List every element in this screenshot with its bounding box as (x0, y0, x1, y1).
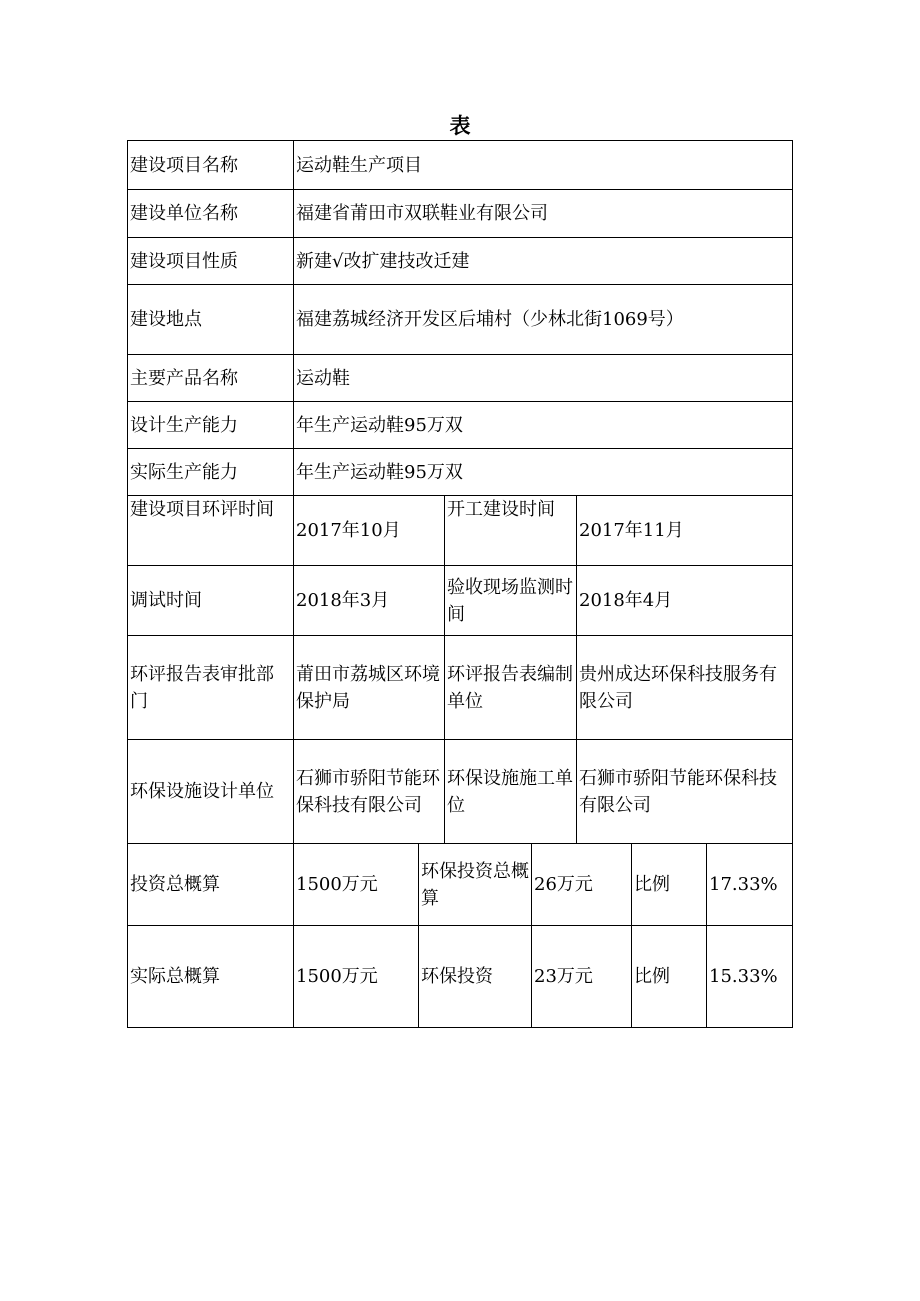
value-start-time: 2017年11月 (577, 496, 792, 566)
label-actual-ratio: 比例 (632, 926, 707, 1027)
value-budget: 1500万元 (294, 844, 419, 926)
value-monitor-time: 2018年4月 (577, 566, 792, 636)
label-actual-capacity: 实际生产能力 (128, 449, 294, 496)
value-project-name: 运动鞋生产项目 (294, 141, 792, 190)
label-facility-construction: 环保设施施工单位 (445, 740, 577, 844)
label-start-time: 开工建设时间 (445, 496, 577, 566)
label-facility-design: 环保设施设计单位 (128, 740, 294, 844)
value-actual-capacity: 年生产运动鞋95万双 (294, 449, 792, 496)
label-product: 主要产品名称 (128, 355, 294, 402)
value-product: 运动鞋 (294, 355, 792, 402)
value-nature: 新建√改扩建技改迁建 (294, 238, 792, 285)
value-facility-design: 石狮市骄阳节能环保科技有限公司 (294, 740, 445, 844)
value-location: 福建荔城经济开发区后埔村（少林北街1069号） (294, 285, 792, 355)
label-budget-ratio: 比例 (632, 844, 707, 926)
label-actual-env-budget: 环保投资 (419, 926, 532, 1027)
value-design-capacity: 年生产运动鞋95万双 (294, 402, 792, 449)
label-report-unit: 环评报告表编制单位 (445, 636, 577, 740)
value-actual-ratio: 15.33% (709, 966, 778, 987)
value-approval-dept: 莆田市荔城区环境保护局 (294, 636, 445, 740)
label-project-name: 建设项目名称 (128, 141, 294, 190)
label-debug-time: 调试时间 (128, 566, 294, 636)
label-eia-time: 建设项目环评时间 (128, 496, 294, 566)
value-report-unit: 贵州成达环保科技服务有限公司 (577, 636, 792, 740)
value-debug-time: 2018年3月 (294, 566, 445, 636)
value-eia-time: 2017年10月 (294, 496, 445, 566)
project-info-table (127, 140, 793, 1028)
value-actual-env-budget: 23万元 (532, 926, 632, 1027)
value-actual-budget: 1500万元 (294, 926, 419, 1027)
value-budget-ratio: 17.33% (707, 844, 792, 926)
value-company: 福建省莆田市双联鞋业有限公司 (294, 190, 792, 238)
label-company: 建设单位名称 (128, 190, 294, 238)
label-location: 建设地点 (128, 285, 294, 355)
label-monitor-time: 验收现场监测时间 (445, 566, 577, 636)
value-env-budget: 26万元 (532, 844, 632, 926)
label-nature: 建设项目性质 (128, 238, 294, 285)
label-approval-dept: 环评报告表审批部门 (128, 636, 294, 740)
label-actual-budget: 实际总概算 (128, 926, 294, 1027)
table-title: 表 (449, 114, 471, 138)
label-design-capacity: 设计生产能力 (128, 402, 294, 449)
label-env-budget: 环保投资总概算 (419, 844, 532, 926)
value-facility-construction: 石狮市骄阳节能环保科技有限公司 (577, 740, 792, 844)
label-budget: 投资总概算 (128, 844, 294, 926)
